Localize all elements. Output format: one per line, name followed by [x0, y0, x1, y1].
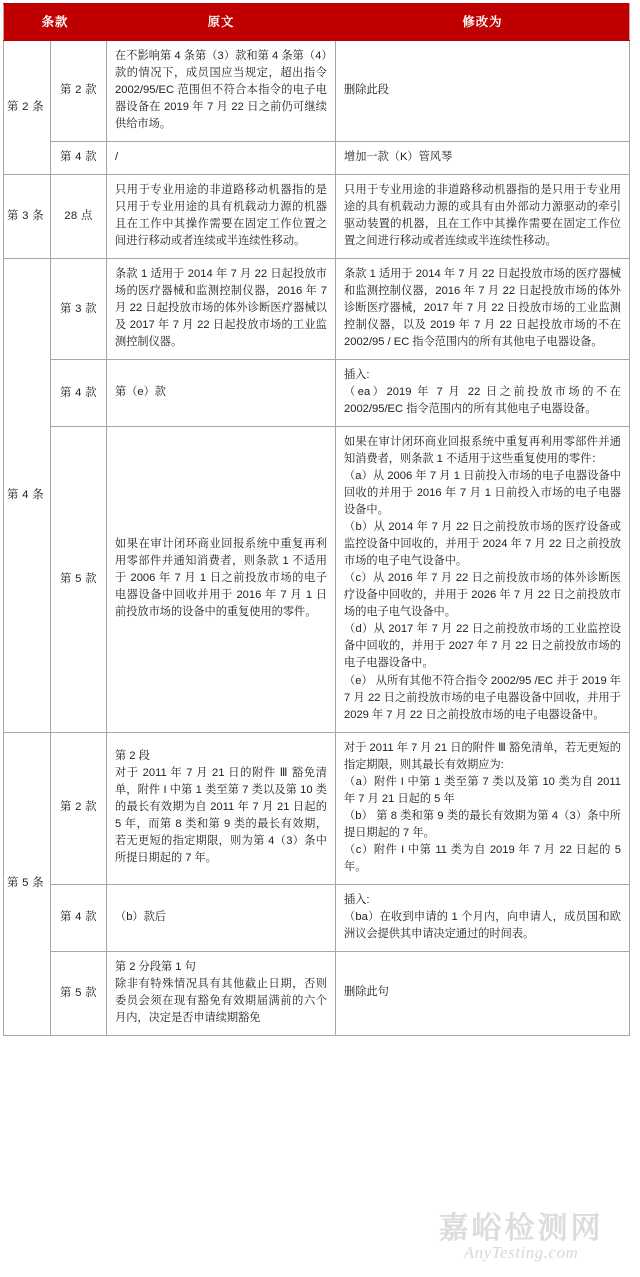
table-row	[4, 360, 630, 427]
cell-article: 第 2 条	[4, 41, 51, 175]
text-line: （c）从 2016 年 7 月 22 日之前投放市场的体外诊断医疗设备中回收的，并用于 2026 年 7 月 22 日之前投放市场的电子电气设备中。	[344, 572, 621, 619]
cell-amended-text: 删除此句	[336, 951, 630, 1035]
cell-original-text: /	[107, 142, 336, 175]
column-header-article: 条款	[4, 4, 107, 41]
table-row	[4, 259, 630, 360]
table-row	[4, 142, 630, 175]
watermark	[416, 1210, 626, 1264]
cell-article: 第 4 条	[4, 259, 51, 732]
cell-amended-text	[336, 427, 630, 732]
text-line: 插入:	[344, 893, 370, 906]
cell-clause: 28 点	[51, 175, 107, 259]
text-line: 对于 2011 年 7 月 21 日的附件 Ⅲ 豁免清单，若无更短的指定期限，则其最长有效期应为:	[344, 741, 621, 771]
cell-amended-text: 条款 1 适用于 2014 年 7 月 22 日起投放市场的医疗器械和监测控制仪器，2016 年 7 月 22 日起投放市场的体外诊断医疗器械，2017 年 7 月 22 日投放市场的工业监测控制仪器，以及 2019 年 7 月 22 日起投放市场的不在 2002/95 / EC 指令范围内的所有其他电子电器设备。	[336, 259, 630, 360]
cell-amended-text: 增加一款（K）管风琴	[336, 142, 630, 175]
cell-original-text: 第（e）款	[107, 360, 336, 427]
cell-clause: 第 2 款	[51, 732, 107, 884]
cell-article: 第 5 条	[4, 732, 51, 1035]
amendment-comparison-table	[3, 3, 630, 1036]
cell-original-text: 在不影响第 4 条第（3）款和第 4 条第（4）款的情况下，成员国应当规定，超出指令 2002/95/EC 范围但不符合本指令的电子电器设备在 2019 年 7 月 22 日之前仍可继续供给市场。	[107, 41, 336, 142]
cell-original-text: 只用于专业用途的非道路移动机器指的是只用于专业用途的具有机载动力源的机器且在工作中其操作需要在固定工作位置之间进行移动或者连续或半连续性移动。	[107, 175, 336, 259]
cell-clause: 第 4 款	[51, 884, 107, 951]
cell-clause: 第 4 款	[51, 360, 107, 427]
text-line: （c）附件 I 中第 11 类为自 2019 年 7 月 22 日起的 5 年。	[344, 843, 621, 873]
table-header	[4, 4, 630, 41]
text-line: 对于 2011 年 7 月 21 日的附件 Ⅲ 豁免清单，附件 I 中第 1 类至第 7 类以及第 10 类的最长有效期为自 2011 年 7 月 21 日起的 5 年，而第 8 类和第 9 类的最长有效期，若无更短的指定期限，则为第 4（3）条中所提日期起的 7 年。	[115, 767, 327, 865]
table-body	[4, 41, 630, 1036]
cell-original-text: 条款 1 适用于 2014 年 7 月 22 日起投放市场的医疗器械和监测控制仪器，2016 年 7 月 22 日起投放市场的体外诊断医疗器械以及 2017 年 7 月 22 日起投放市场的工业监测控制仪器。	[107, 259, 336, 360]
cell-amended-text	[336, 360, 630, 427]
cell-clause: 第 3 款	[51, 259, 107, 360]
table-header-row	[4, 4, 630, 41]
watermark-site-text: AnyTesting.com	[463, 1243, 579, 1262]
text-line: 第 2 段	[115, 750, 150, 763]
column-header-original: 原文	[107, 4, 336, 41]
cell-article: 第 3 条	[4, 175, 51, 259]
cell-original-text	[107, 951, 336, 1035]
text-line: （a）附件 I 中第 1 类至第 7 类以及第 10 类为自 2011 年 7 月 21 日起的 5 年	[344, 775, 621, 805]
text-line: （b）从 2014 年 7 月 22 日之前投放市场的医疗设备或监控设备中回收的，并用于 2024 年 7 月 22 日之前投放市场的电子电气设备中。	[344, 521, 621, 568]
text-line: 插入:	[344, 369, 370, 382]
text-line: （a）从 2006 年 7 月 1 日前投入市场的电子电器设备中回收的并用于 2016 年 7 月 1 日前投入市场的电子电器设备中。	[344, 470, 621, 517]
table-row	[4, 41, 630, 142]
text-line: （ea）2019 年 7 月 22 日之前投放市场的不在 2002/95/EC 指令范围内的所有其他电子电器设备。	[344, 386, 621, 416]
text-line: 如果在审计闭环商业回报系统中重复再利用零部件并通知消费者，则条款 1 不适用于这些重复使用的零件：	[344, 436, 621, 466]
cell-original-text: 如果在审计闭环商业回报系统中重复再利用零部件并通知消费者，则条款 1 不适用于 2006 年 7 月 1 日之前投放市场的电子电器设备中回收并用于 2016 年 7 月 1 日前投放市场的设备中的重复使用的零件。	[107, 427, 336, 732]
cell-clause: 第 5 款	[51, 951, 107, 1035]
cell-clause: 第 4 款	[51, 142, 107, 175]
cell-amended-text	[336, 732, 630, 884]
column-header-amended: 修改为	[336, 4, 630, 41]
text-line: （b） 第 8 类和第 9 类的最长有效期为第 4（3）条中所提日期起的 7 年。	[344, 809, 621, 839]
text-line: （e） 从所有其他不符合指令 2002/95 /EC 并于 2019 年 7 月 22 日之前投放市场的电子电器设备中回收，并用于 2029 年 7 月 22 日之前投放市场的电子电器设备中。	[344, 674, 621, 721]
table-row	[4, 884, 630, 951]
table-row	[4, 427, 630, 732]
table-row	[4, 951, 630, 1035]
text-line: 第 2 分段第 1 句	[115, 960, 196, 973]
cell-original-text	[107, 732, 336, 884]
cell-clause: 第 2 款	[51, 41, 107, 142]
cell-amended-text: 删除此段	[336, 41, 630, 142]
watermark-chinese-text: 嘉峪检测网	[438, 1210, 604, 1246]
table-row	[4, 732, 630, 884]
cell-clause: 第 5 款	[51, 427, 107, 732]
cell-amended-text	[336, 884, 630, 951]
text-line: 除非有特殊情况具有其他截止日期，否则委员会须在现有豁免有效期届满前的六个月内，决定是否申请续期豁免	[115, 977, 327, 1024]
cell-amended-text: 只用于专业用途的非道路移动机器指的是只用于专业用途的具有机载动力源的或具有由外部动力源驱动的牵引驱动装置的机器，且在工作中其操作需要在固定工作位置之间进行移动或者连续或半连续性移动。	[336, 175, 630, 259]
table-row	[4, 175, 630, 259]
text-line: （ba）在收到申请的 1 个月内，向申请人，成员国和欧洲议会提供其申请决定通过的时间表。	[344, 910, 621, 940]
cell-original-text: （b）款后	[107, 884, 336, 951]
text-line: （d）从 2017 年 7 月 22 日之前投放市场的工业监控设备中回收的，并用于 2027 年 7 月 22 日之前投放市场的电子电器设备中。	[344, 623, 621, 670]
